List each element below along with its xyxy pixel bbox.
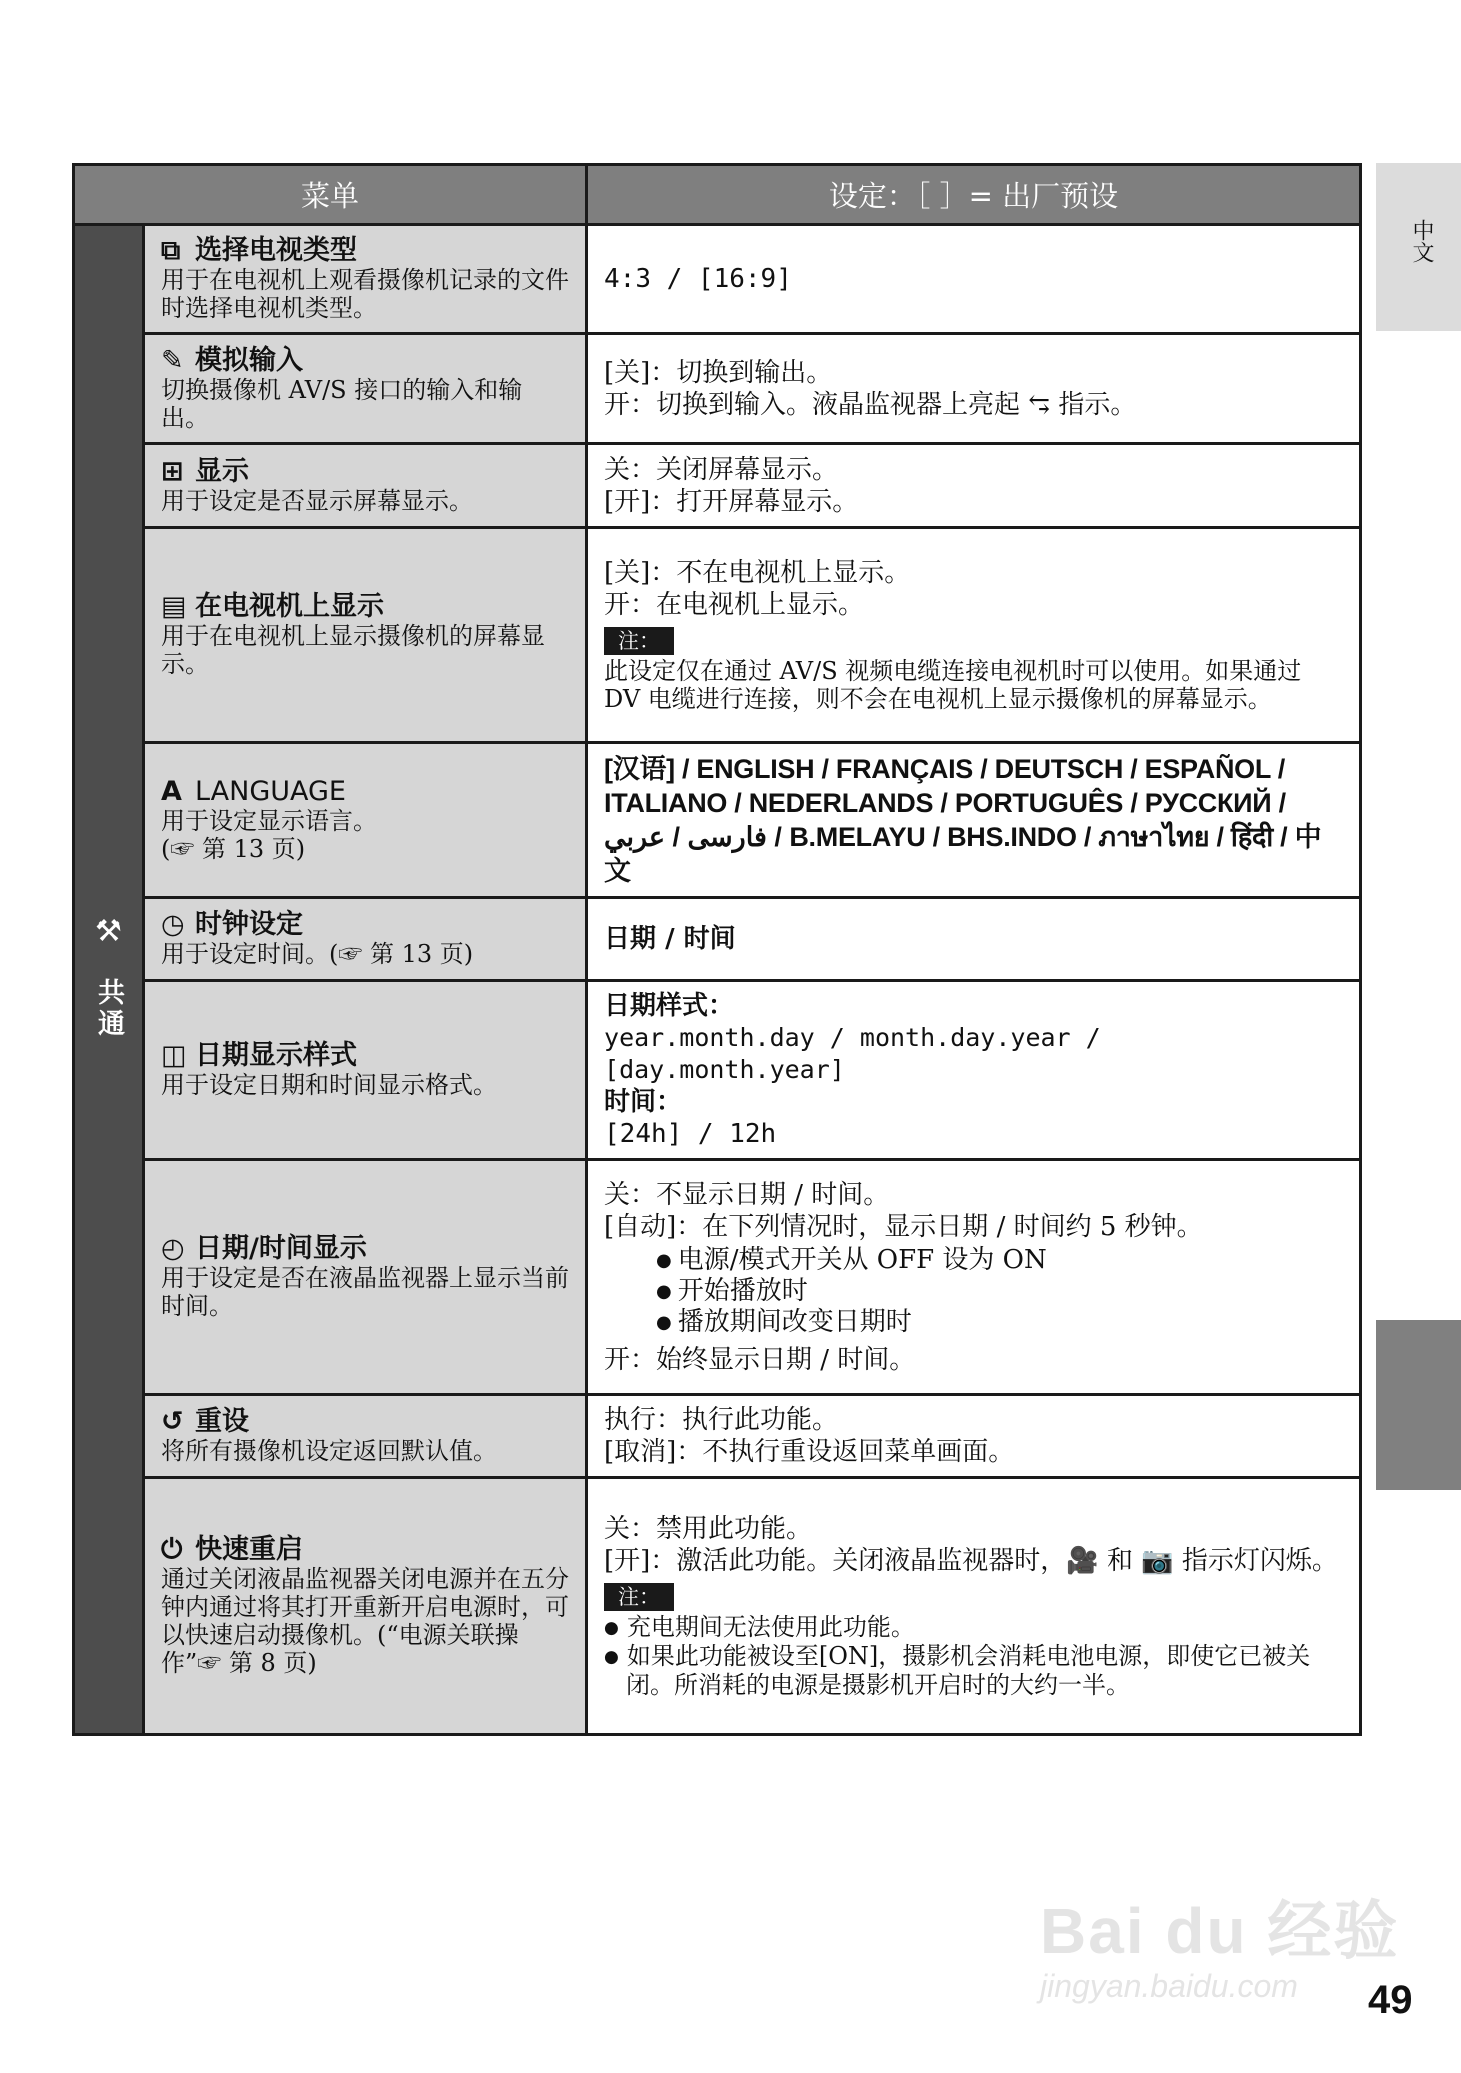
settings-datetime-display bbox=[587, 1160, 1361, 1395]
menu-item-reset bbox=[144, 1395, 587, 1478]
display-icon: ⊞ bbox=[161, 455, 184, 487]
menu-desc: 用于设定是否显示屏幕显示。 bbox=[161, 486, 473, 515]
table-row bbox=[74, 1395, 1361, 1478]
menu-desc: 用于设定时间。(☞ 第 13 页) bbox=[161, 940, 474, 968]
list-item: ● 充电期间无法使用此功能。 bbox=[604, 1613, 1343, 1642]
menu-item-datetime-display bbox=[144, 1160, 587, 1395]
note-badge: 注： bbox=[604, 1583, 674, 1611]
menu-title: 快速重启 bbox=[195, 1534, 303, 1565]
menu-title: 时钟设定 bbox=[195, 909, 303, 940]
setting-line: 开：切换到输入。液晶监视器上亮起 ⥃ 指示。 bbox=[604, 389, 1137, 420]
language-tab-label: 中文 bbox=[1409, 219, 1434, 263]
menu-item-display bbox=[144, 444, 587, 528]
wrench-icon: ⚒ bbox=[91, 914, 126, 954]
header-menu: 菜单 bbox=[74, 165, 587, 225]
setting-value: 日期 / 时间 bbox=[604, 924, 736, 954]
menu-desc: 通过关闭液晶监视器关闭电源并在五分钟内通过将其打开重新开启电源时，可以快速启动摄像机。(“电源关联操作”☞ 第 8 页) bbox=[161, 1565, 569, 1677]
setting-line: [开]：激活此功能。关闭液晶监视器时，🎥 和 📷 指示灯闪烁。 bbox=[604, 1546, 1338, 1576]
language-icon: A bbox=[161, 776, 182, 807]
quick-restart-icon: ⏻ bbox=[161, 1534, 183, 1565]
reset-icon: ↺ bbox=[161, 1406, 184, 1437]
settings-analog-input bbox=[587, 334, 1361, 444]
menu-title: 显示 bbox=[195, 455, 249, 487]
analog-input-icon: ✎ bbox=[161, 344, 184, 376]
menu-title: 模拟输入 bbox=[195, 344, 303, 376]
menu-item-quick-restart bbox=[144, 1478, 587, 1735]
table-row bbox=[74, 334, 1361, 444]
list-item: ● 电源/模式开关从 OFF 设为 ON bbox=[656, 1245, 1343, 1276]
section-tab bbox=[1376, 1320, 1461, 1490]
clock-icon: ◷ bbox=[161, 909, 185, 940]
table-row bbox=[74, 1478, 1361, 1735]
tv-type-icon: ⧉ bbox=[161, 235, 181, 266]
list-item: ● 如果此功能被设至[ON]，摄影机会消耗电池电源，即使它已被关闭。所消耗的电源是摄影机开启时的大约一半。 bbox=[604, 1642, 1343, 1699]
setting-label: 日期样式： bbox=[604, 991, 735, 1021]
menu-title: 在电视机上显示 bbox=[195, 591, 384, 622]
menu-title: 日期显示样式 bbox=[195, 1040, 357, 1071]
setting-line: 关：禁用此功能。 bbox=[604, 1514, 813, 1544]
note-text: 此设定仅在通过 AV/S 视频电缆连接电视机时可以使用。如果通过 DV 电缆进行连接，则不会在电视机上显示摄像机的屏幕显示。 bbox=[604, 657, 1302, 713]
menu-title: 重设 bbox=[195, 1406, 249, 1437]
setting-value: [24h] / 12h bbox=[604, 1119, 777, 1149]
list-item: ● 播放期间改变日期时 bbox=[656, 1307, 1343, 1338]
table-row bbox=[74, 528, 1361, 743]
setting-line: 开：始终显示日期 / 时间。 bbox=[604, 1344, 916, 1375]
menu-item-date-style bbox=[144, 981, 587, 1160]
condition-list bbox=[604, 1245, 1343, 1338]
setting-line: [关]：不在电视机上显示。 bbox=[604, 558, 911, 588]
setting-line: 开：在电视机上显示。 bbox=[604, 590, 865, 620]
header-settings: 设定：［ ］= 出厂预设 bbox=[587, 165, 1361, 225]
setting-line: 关：关闭屏幕显示。 bbox=[604, 454, 839, 485]
datetime-icon: ◴ bbox=[161, 1233, 185, 1264]
setting-label: 时间： bbox=[604, 1087, 683, 1117]
settings-quick-restart bbox=[587, 1478, 1361, 1735]
side-category-label: 共通 bbox=[93, 978, 124, 1041]
setting-line: 关：不显示日期 / 时间。 bbox=[604, 1179, 890, 1210]
setting-value: year.month.day / month.day.year / [day.month.year] bbox=[604, 1023, 1101, 1084]
menu-desc: 切换摄像机 AV/S 接口的输入和输出。 bbox=[161, 375, 523, 432]
table-row bbox=[74, 743, 1361, 898]
menu-desc: 用于设定显示语言。 bbox=[161, 807, 377, 835]
table-row bbox=[74, 225, 1361, 334]
settings-display-on-tv bbox=[587, 528, 1361, 743]
table-row bbox=[74, 444, 1361, 528]
table-row bbox=[74, 981, 1361, 1160]
side-category bbox=[74, 225, 144, 1735]
setting-value: 4:3 / [16:9] bbox=[604, 264, 792, 294]
menu-item-display-on-tv bbox=[144, 528, 587, 743]
menu-ref: (☞ 第 13 页) bbox=[161, 835, 306, 863]
watermark-url: jingyan.baidu.com bbox=[1040, 1968, 1298, 2004]
date-style-icon: ◫ bbox=[161, 1040, 187, 1071]
note-badge: 注： bbox=[604, 627, 674, 655]
settings-display bbox=[587, 444, 1361, 528]
setting-line: [自动]：在下列情况时，显示日期 / 时间约 5 秒钟。 bbox=[604, 1211, 1203, 1242]
settings-clock bbox=[587, 898, 1361, 981]
menu-item-analog-input bbox=[144, 334, 587, 444]
menu-desc: 用于在电视机上观看摄像机记录的文件时选择电视机类型。 bbox=[161, 266, 569, 322]
language-options-line: فارسی / عربي / B.MELAYU / BHS.INDO / ภาษาไทย / हिंदी / 中文 bbox=[604, 822, 1322, 886]
menu-desc: 用于设定是否在液晶监视器上显示当前时间。 bbox=[161, 1264, 569, 1320]
menu-title: LANGUAGE bbox=[195, 776, 346, 807]
settings-tv-type bbox=[587, 225, 1361, 334]
tv-display-icon: ▤ bbox=[161, 591, 187, 622]
page-number: 49 bbox=[1368, 1978, 1413, 2022]
setting-line: [开]：打开屏幕显示。 bbox=[604, 486, 859, 517]
table-header bbox=[74, 165, 1361, 225]
settings-date-style bbox=[587, 981, 1361, 1160]
table-row bbox=[74, 898, 1361, 981]
settings-reset bbox=[587, 1395, 1361, 1478]
menu-title: 日期/时间显示 bbox=[195, 1233, 367, 1264]
language-options-line: [汉语] / ENGLISH / FRANÇAIS / DEUTSCH / ESPAÑOL / bbox=[604, 754, 1285, 784]
menu-item-tv-type bbox=[144, 225, 587, 334]
table-row bbox=[74, 1160, 1361, 1395]
menu-settings-table bbox=[72, 163, 1362, 1736]
note-list bbox=[604, 1613, 1343, 1699]
setting-line: [关]：切换到输出。 bbox=[604, 357, 833, 388]
watermark-logo: Bai du 经验 bbox=[1040, 1895, 1400, 1967]
language-tab bbox=[1376, 163, 1461, 331]
menu-desc: 将所有摄像机设定返回默认值。 bbox=[161, 1437, 497, 1465]
setting-line: 执行：执行此功能。 bbox=[604, 1405, 839, 1435]
setting-line: [取消]：不执行重设返回菜单画面。 bbox=[604, 1437, 1015, 1467]
menu-item-language bbox=[144, 743, 587, 898]
list-item: ● 开始播放时 bbox=[656, 1276, 1343, 1307]
menu-title: 选择电视类型 bbox=[195, 235, 357, 266]
language-options-line: ITALIANO / NEDERLANDS / PORTUGUÊS / РУССКИЙ / bbox=[604, 788, 1286, 818]
menu-item-clock bbox=[144, 898, 587, 981]
settings-language bbox=[587, 743, 1361, 898]
menu-desc: 用于设定日期和时间显示格式。 bbox=[161, 1071, 497, 1099]
menu-desc: 用于在电视机上显示摄像机的屏幕显示。 bbox=[161, 622, 545, 678]
